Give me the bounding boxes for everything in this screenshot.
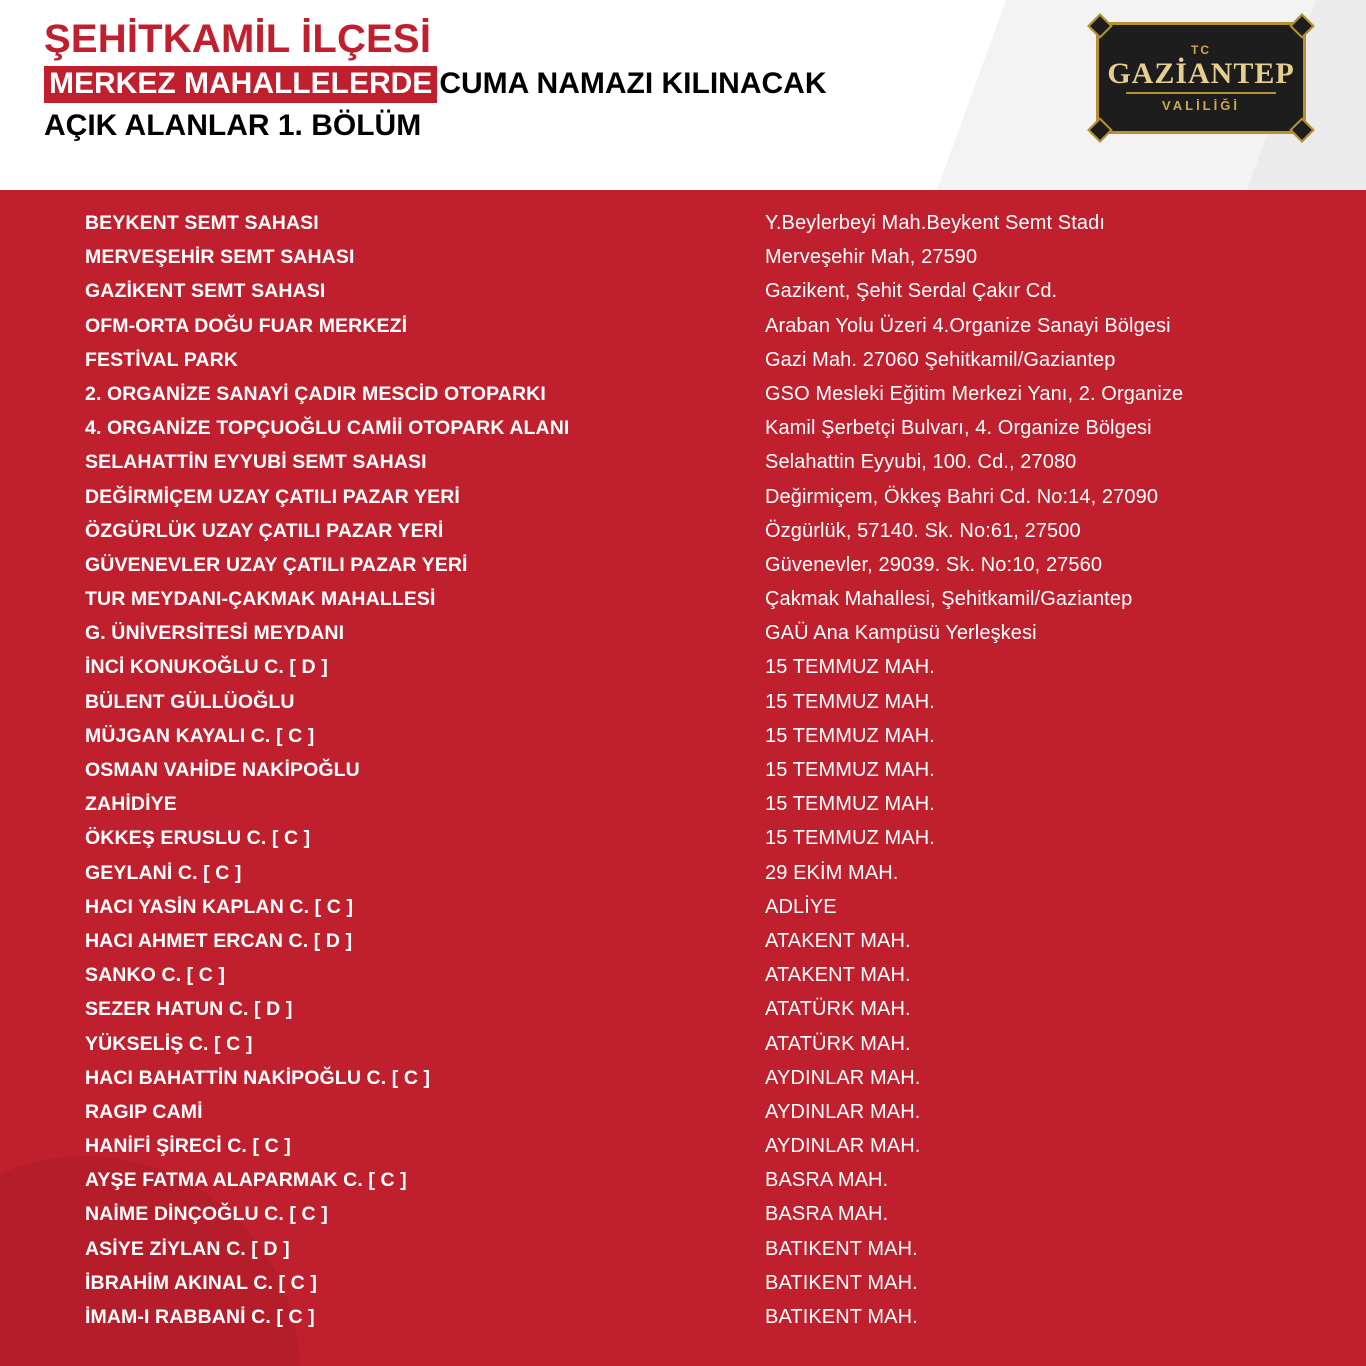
table-row [0, 1135, 1366, 1169]
table-row [0, 246, 1366, 280]
venue-address: AYDINLAR MAH. [765, 1135, 921, 1158]
logo-divider [1126, 92, 1276, 94]
venue-name: G. ÜNİVERSİTESİ MEYDANI [85, 622, 345, 645]
table-row [0, 349, 1366, 383]
venue-name: ÖZGÜRLÜK UZAY ÇATILI PAZAR YERİ [85, 519, 444, 542]
venue-name: MERVEŞEHİR SEMT SAHASI [85, 246, 355, 269]
venue-address: Araban Yolu Üzeri 4.Organize Sanayi Bölgesi [765, 314, 1171, 337]
venue-name: NAİME DİNÇOĞLU C. [ C ] [85, 1203, 328, 1226]
venue-name: OSMAN VAHİDE NAKİPOĞLU [85, 759, 360, 781]
table-row [0, 486, 1366, 520]
venue-name: GAZİKENT SEMT SAHASI [85, 280, 326, 303]
page-section-title: AÇIK ALANLAR 1. BÖLÜM [44, 109, 422, 142]
table-row [0, 793, 1366, 827]
table-row [0, 1169, 1366, 1203]
table-row [0, 622, 1366, 656]
table-row [0, 451, 1366, 485]
table-row [0, 212, 1366, 246]
table-row [0, 896, 1366, 930]
table-row [0, 417, 1366, 451]
logo-city-name: GAZİANTEP [1107, 56, 1295, 90]
venue-address: 15 TEMMUZ MAH. [765, 827, 935, 850]
table-row [0, 1067, 1366, 1101]
table-row [0, 964, 1366, 998]
venue-address: Selahattin Eyyubi, 100. Cd., 27080 [765, 451, 1077, 474]
venue-name: DEĞİRMİÇEM UZAY ÇATILI PAZAR YERİ [85, 485, 460, 508]
page-subtitle [44, 66, 827, 103]
header-title-block [44, 18, 827, 142]
table-row [0, 1203, 1366, 1237]
venue-name: 4. ORGANİZE TOPÇUOĞLU CAMİİ OTOPARK ALANI [85, 417, 570, 440]
table-row [0, 930, 1366, 964]
table-row [0, 1238, 1366, 1272]
venue-name: HACI BAHATTİN NAKİPOĞLU C. [ C ] [85, 1066, 431, 1089]
venue-address: BASRA MAH. [765, 1169, 889, 1192]
venue-address: 15 TEMMUZ MAH. [765, 793, 935, 816]
venue-name: BÜLENT GÜLLÜOĞLU [85, 690, 295, 713]
venue-address: Özgürlük, 57140. Sk. No:61, 27500 [765, 519, 1081, 542]
logo-governorship-text: VALİLİĞİ [1162, 98, 1240, 114]
venue-name: ASİYE ZİYLAN C. [ D ] [85, 1237, 290, 1260]
venue-address: 15 TEMMUZ MAH. [765, 656, 935, 679]
venue-address: BASRA MAH. [765, 1203, 889, 1226]
gaziantep-valiligi-logo [1096, 22, 1306, 134]
table-row [0, 280, 1366, 314]
venue-address: Gazi Mah. 27060 Şehitkamil/Gaziantep [765, 348, 1116, 371]
venue-address: Y.Beylerbeyi Mah.Beykent Semt Stadı [765, 212, 1105, 234]
table-row [0, 998, 1366, 1032]
venue-address: 15 TEMMUZ MAH. [765, 690, 935, 713]
venue-address: AYDINLAR MAH. [765, 1100, 921, 1123]
venue-name: MÜJGAN KAYALI C. [ C ] [85, 724, 315, 747]
venue-address: Kamil Şerbetçi Bulvarı, 4. Organize Bölgesi [765, 417, 1152, 440]
page-subtitle-highlight: MERKEZ MAHALLELERDE [44, 66, 437, 103]
venue-name: TUR MEYDANI-ÇAKMAK MAHALLESİ [85, 588, 436, 611]
venue-name: HACI YASİN KAPLAN C. [ C ] [85, 895, 354, 918]
venue-address: Çakmak Mahallesi, Şehitkamil/Gaziantep [765, 588, 1133, 611]
table-row [0, 691, 1366, 725]
table-row [0, 725, 1366, 759]
page-title: ŞEHİTKAMİL İLÇESİ [44, 17, 432, 61]
table-row [0, 383, 1366, 417]
venue-name: BEYKENT SEMT SAHASI [85, 212, 319, 234]
venue-name: FESTİVAL PARK [85, 348, 238, 371]
table-row [0, 588, 1366, 622]
venue-name: SANKO C. [ C ] [85, 964, 226, 987]
venue-name: YÜKSELİŞ C. [ C ] [85, 1032, 253, 1055]
venue-address: ATAKENT MAH. [765, 929, 911, 952]
venue-name: GEYLANİ C. [ C ] [85, 861, 242, 884]
table-row [0, 1306, 1366, 1340]
venue-address: ATAKENT MAH. [765, 964, 911, 987]
venue-address: GAÜ Ana Kampüsü Yerleşkesi [765, 622, 1037, 645]
venue-address: GSO Mesleki Eğitim Merkezi Yanı, 2. Organize [765, 382, 1184, 405]
venue-address: Değirmiçem, Ökkeş Bahri Cd. No:14, 27090 [765, 485, 1159, 508]
venue-name: İNCİ KONUKOĞLU C. [ D ] [85, 656, 328, 679]
table-row [0, 759, 1366, 793]
venue-name: OFM-ORTA DOĞU FUAR MERKEZİ [85, 314, 408, 337]
venue-address: BATIKENT MAH. [765, 1237, 918, 1260]
table-row [0, 1101, 1366, 1135]
venue-name: 2. ORGANİZE SANAYİ ÇADIR MESCİD OTOPARKI [85, 382, 546, 405]
page-subtitle-rest: CUMA NAMAZI KILINACAK [439, 67, 827, 100]
venue-name: AYŞE FATMA ALAPARMAK C. [ C ] [85, 1169, 407, 1192]
table-row [0, 315, 1366, 349]
table-row [0, 1033, 1366, 1067]
venue-address: ATATÜRK MAH. [765, 1032, 911, 1055]
venue-address: BATIKENT MAH. [765, 1271, 918, 1294]
venue-name: İBRAHİM AKINAL C. [ C ] [85, 1271, 317, 1294]
venue-address: 15 TEMMUZ MAH. [765, 759, 935, 781]
venue-name: SEZER HATUN C. [ D ] [85, 998, 293, 1021]
venue-address: ADLİYE [765, 895, 837, 918]
table-row [0, 1272, 1366, 1306]
venue-name: RAGIP CAMİ [85, 1100, 203, 1123]
venue-name: ÖKKEŞ ERUSLU C. [ C ] [85, 827, 311, 850]
venue-address: Güvenevler, 29039. Sk. No:10, 27560 [765, 553, 1103, 576]
table-row [0, 520, 1366, 554]
venue-name: İMAM-I RABBANİ C. [ C ] [85, 1306, 315, 1328]
venue-list [0, 190, 1366, 1340]
table-row [0, 656, 1366, 690]
venue-address: 29 EKİM MAH. [765, 861, 899, 884]
venue-address: AYDINLAR MAH. [765, 1066, 921, 1089]
venue-address: Merveşehir Mah, 27590 [765, 246, 978, 269]
venue-address: 15 TEMMUZ MAH. [765, 724, 935, 747]
venue-name: HACI AHMET ERCAN C. [ D ] [85, 929, 353, 952]
venue-address: Gazikent, Şehit Serdal Çakır Cd. [765, 280, 1058, 303]
poster-header [0, 0, 1366, 190]
table-row [0, 827, 1366, 861]
venue-name: GÜVENEVLER UZAY ÇATILI PAZAR YERİ [85, 553, 468, 576]
logo-tc-text: TC [1191, 42, 1211, 57]
venue-name: ZAHİDİYE [85, 793, 177, 816]
venue-name: SELAHATTİN EYYUBİ SEMT SAHASI [85, 451, 427, 474]
venue-name: HANİFİ ŞİRECİ C. [ C ] [85, 1135, 291, 1158]
venue-address: ATATÜRK MAH. [765, 998, 911, 1021]
table-row [0, 554, 1366, 588]
table-row [0, 862, 1366, 896]
venue-address: BATIKENT MAH. [765, 1306, 918, 1328]
